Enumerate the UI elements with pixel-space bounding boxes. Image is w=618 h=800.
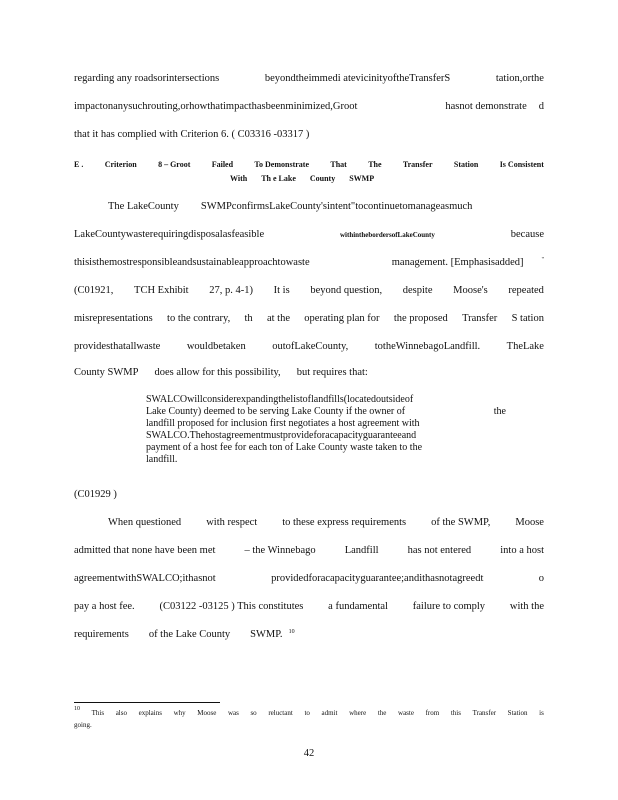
footnote-line: 10 This also explains why Moose was so reluctant to admit where the waste from this Transfer Station is — [74, 706, 544, 717]
page-number: 42 — [303, 748, 315, 759]
citation: (C01929 ) — [74, 489, 117, 500]
body-line: providesthatallwaste wouldbetaken outofLakeCounty, totheWinnebagoLandfill. TheLake — [74, 341, 544, 352]
body-line: that it has complied with Criterion 6. ( C03316 -03317 ) — [74, 129, 310, 140]
body-line: pay a host fee. (C03122 -03125 ) This constitutes a fundamental failure to comply with the — [74, 601, 544, 612]
section-heading: E . Criterion 8 – Groot Failed To Demonstrate That The Transfer Station Is Consistent — [74, 160, 544, 169]
body-line: admitted that none have been met – the Winnebago Landfill has not entered into a host — [74, 545, 544, 556]
block-quote-line: landfill. — [146, 454, 178, 465]
block-quote-line: Lake County) deemed to be serving Lake County if the owner of the — [146, 406, 506, 417]
body-line: impactonanysuchrouting,orhowthatimpacthasbeenminimized,Groot hasnot demonstrate d — [74, 101, 544, 112]
body-line: misrepresentations to the contrary, th at the operating plan for the proposed Transfer S tation — [74, 313, 544, 324]
body-line: regarding any roadsorintersections beyondtheimmedi atevicinityoftheTransferS tation,orthe — [74, 73, 544, 84]
body-line: LakeCountywasterequiringdisposalasfeasible withinthebordersofLakeCounty because — [74, 229, 544, 240]
body-line: The LakeCounty SWMPconfirmsLakeCounty'sintent"tocontinuetomanageasmuch — [108, 201, 473, 212]
footnote-divider — [74, 702, 220, 703]
footnote-number: 10 — [74, 706, 80, 712]
body-line: (C01921, TCH Exhibit 27, p. 4-1) It is beyond question, despite Moose's repeated — [74, 285, 544, 296]
block-quote-line: SWALCO.Thehostagreementmustprovideforacapacityguaranteeand — [146, 430, 417, 441]
body-line: requirements of the Lake County SWMP. 10 — [74, 628, 544, 643]
block-quote-line: landfill proposed for inclusion first negotiates a host agreement with — [146, 418, 420, 429]
section-heading-line2: With Th e Lake County SWMP — [230, 174, 375, 183]
footnote-reference: 10 — [288, 629, 295, 635]
body-line: thisisthemostresponsibleandsustainableapproachtowaste management. [Emphasisadded] " — [74, 257, 544, 268]
footnote-line: going. — [74, 721, 92, 729]
body-line: County SWMP does allow for this possibility, but requires that: — [74, 367, 368, 378]
body-line: agreementwithSWALCO;ithasnot providedforacapacityguarantee;andithasnotagreedt o — [74, 573, 544, 584]
block-quote-line: SWALCOwillconsiderexpandingthelistoflandfills(locatedoutsideof — [146, 394, 414, 405]
block-quote-line: payment of a host fee for each ton of Lake County waste taken to the — [146, 442, 423, 453]
body-line: When questioned with respect to these express requirements of the SWMP, Moose — [108, 517, 544, 528]
